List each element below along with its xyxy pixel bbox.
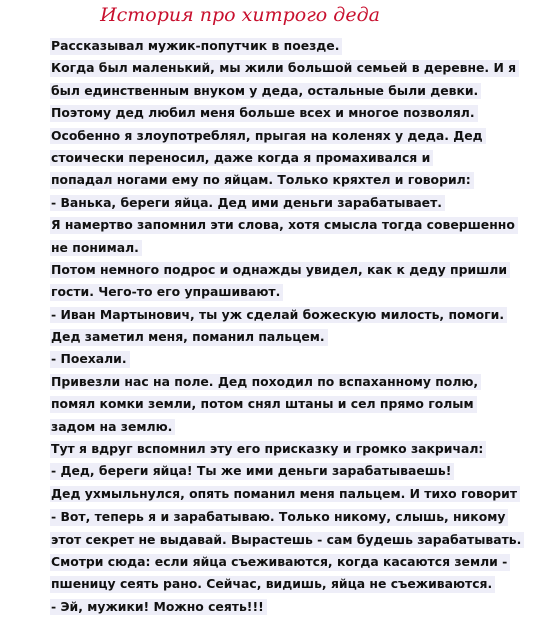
- document-title: История про хитрого деда: [100, 4, 380, 26]
- text-line: - Дед, береги яйца! Ты же ими деньги зарабатываешь!: [50, 463, 454, 480]
- text-line: Тут я вдруг вспомнил эту его присказку и громко закричал:: [50, 441, 486, 458]
- text-line: пшеницу сеять рано. Сейчас, видишь, яйца не съеживаются.: [50, 576, 495, 593]
- text-line: Привезли нас на поле. Дед походил по вспаханному полю,: [50, 374, 481, 391]
- text-line: - Эй, мужики! Можно сеять!!!: [50, 599, 267, 616]
- text-line: гости. Чего-то его упрашивают.: [50, 284, 283, 301]
- text-line: был единственным внуком у деда, остальные были девки.: [50, 83, 481, 100]
- text-line: Дед заметил меня, поманил пальцем.: [50, 329, 328, 346]
- text-line: Я намертво запомнил эти слова, хотя смысла тогда совершенно: [50, 217, 518, 234]
- text-line: не понимал.: [50, 240, 142, 257]
- text-line: Дед ухмыльнулся, опять поманил меня пальцем. И тихо говорит: [50, 486, 520, 503]
- document-body: [50, 38, 530, 621]
- text-line: стоически переносил, даже когда я промахивался и: [50, 150, 433, 167]
- text-line: помял комки земли, потом снял штаны и сел прямо голым: [50, 396, 477, 413]
- text-line: Смотри сюда: если яйца съеживаются, когда касаются земли -: [50, 554, 510, 571]
- text-line: Рассказывал мужик-попутчик в поезде.: [50, 38, 342, 55]
- text-line: - Ванька, береги яйца. Дед ими деньги зарабатывает.: [50, 195, 445, 212]
- text-line: Поэтому дед любил меня больше всех и многое позволял.: [50, 105, 478, 122]
- text-line: - Иван Мартынович, ты уж сделай божескую милость, помоги.: [50, 307, 507, 324]
- text-line: задом на землю.: [50, 419, 175, 436]
- text-line: - Поехали.: [50, 351, 130, 368]
- text-line: - Вот, теперь я и зарабатываю. Только никому, слышь, никому: [50, 509, 508, 526]
- text-line: Когда был маленький, мы жили большой семьей в деревне. И я: [50, 60, 519, 77]
- text-line: попадал ногами ему по яйцам. Только кряхтел и говорил:: [50, 172, 474, 189]
- text-line: Потом немного подрос и однажды увидел, как к деду пришли: [50, 262, 510, 279]
- text-line: Особенно я злоупотреблял, прыгая на коленях у деда. Дед: [50, 128, 486, 145]
- text-line: этот секрет не выдавай. Вырастешь - сам будешь зарабатывать.: [50, 532, 524, 549]
